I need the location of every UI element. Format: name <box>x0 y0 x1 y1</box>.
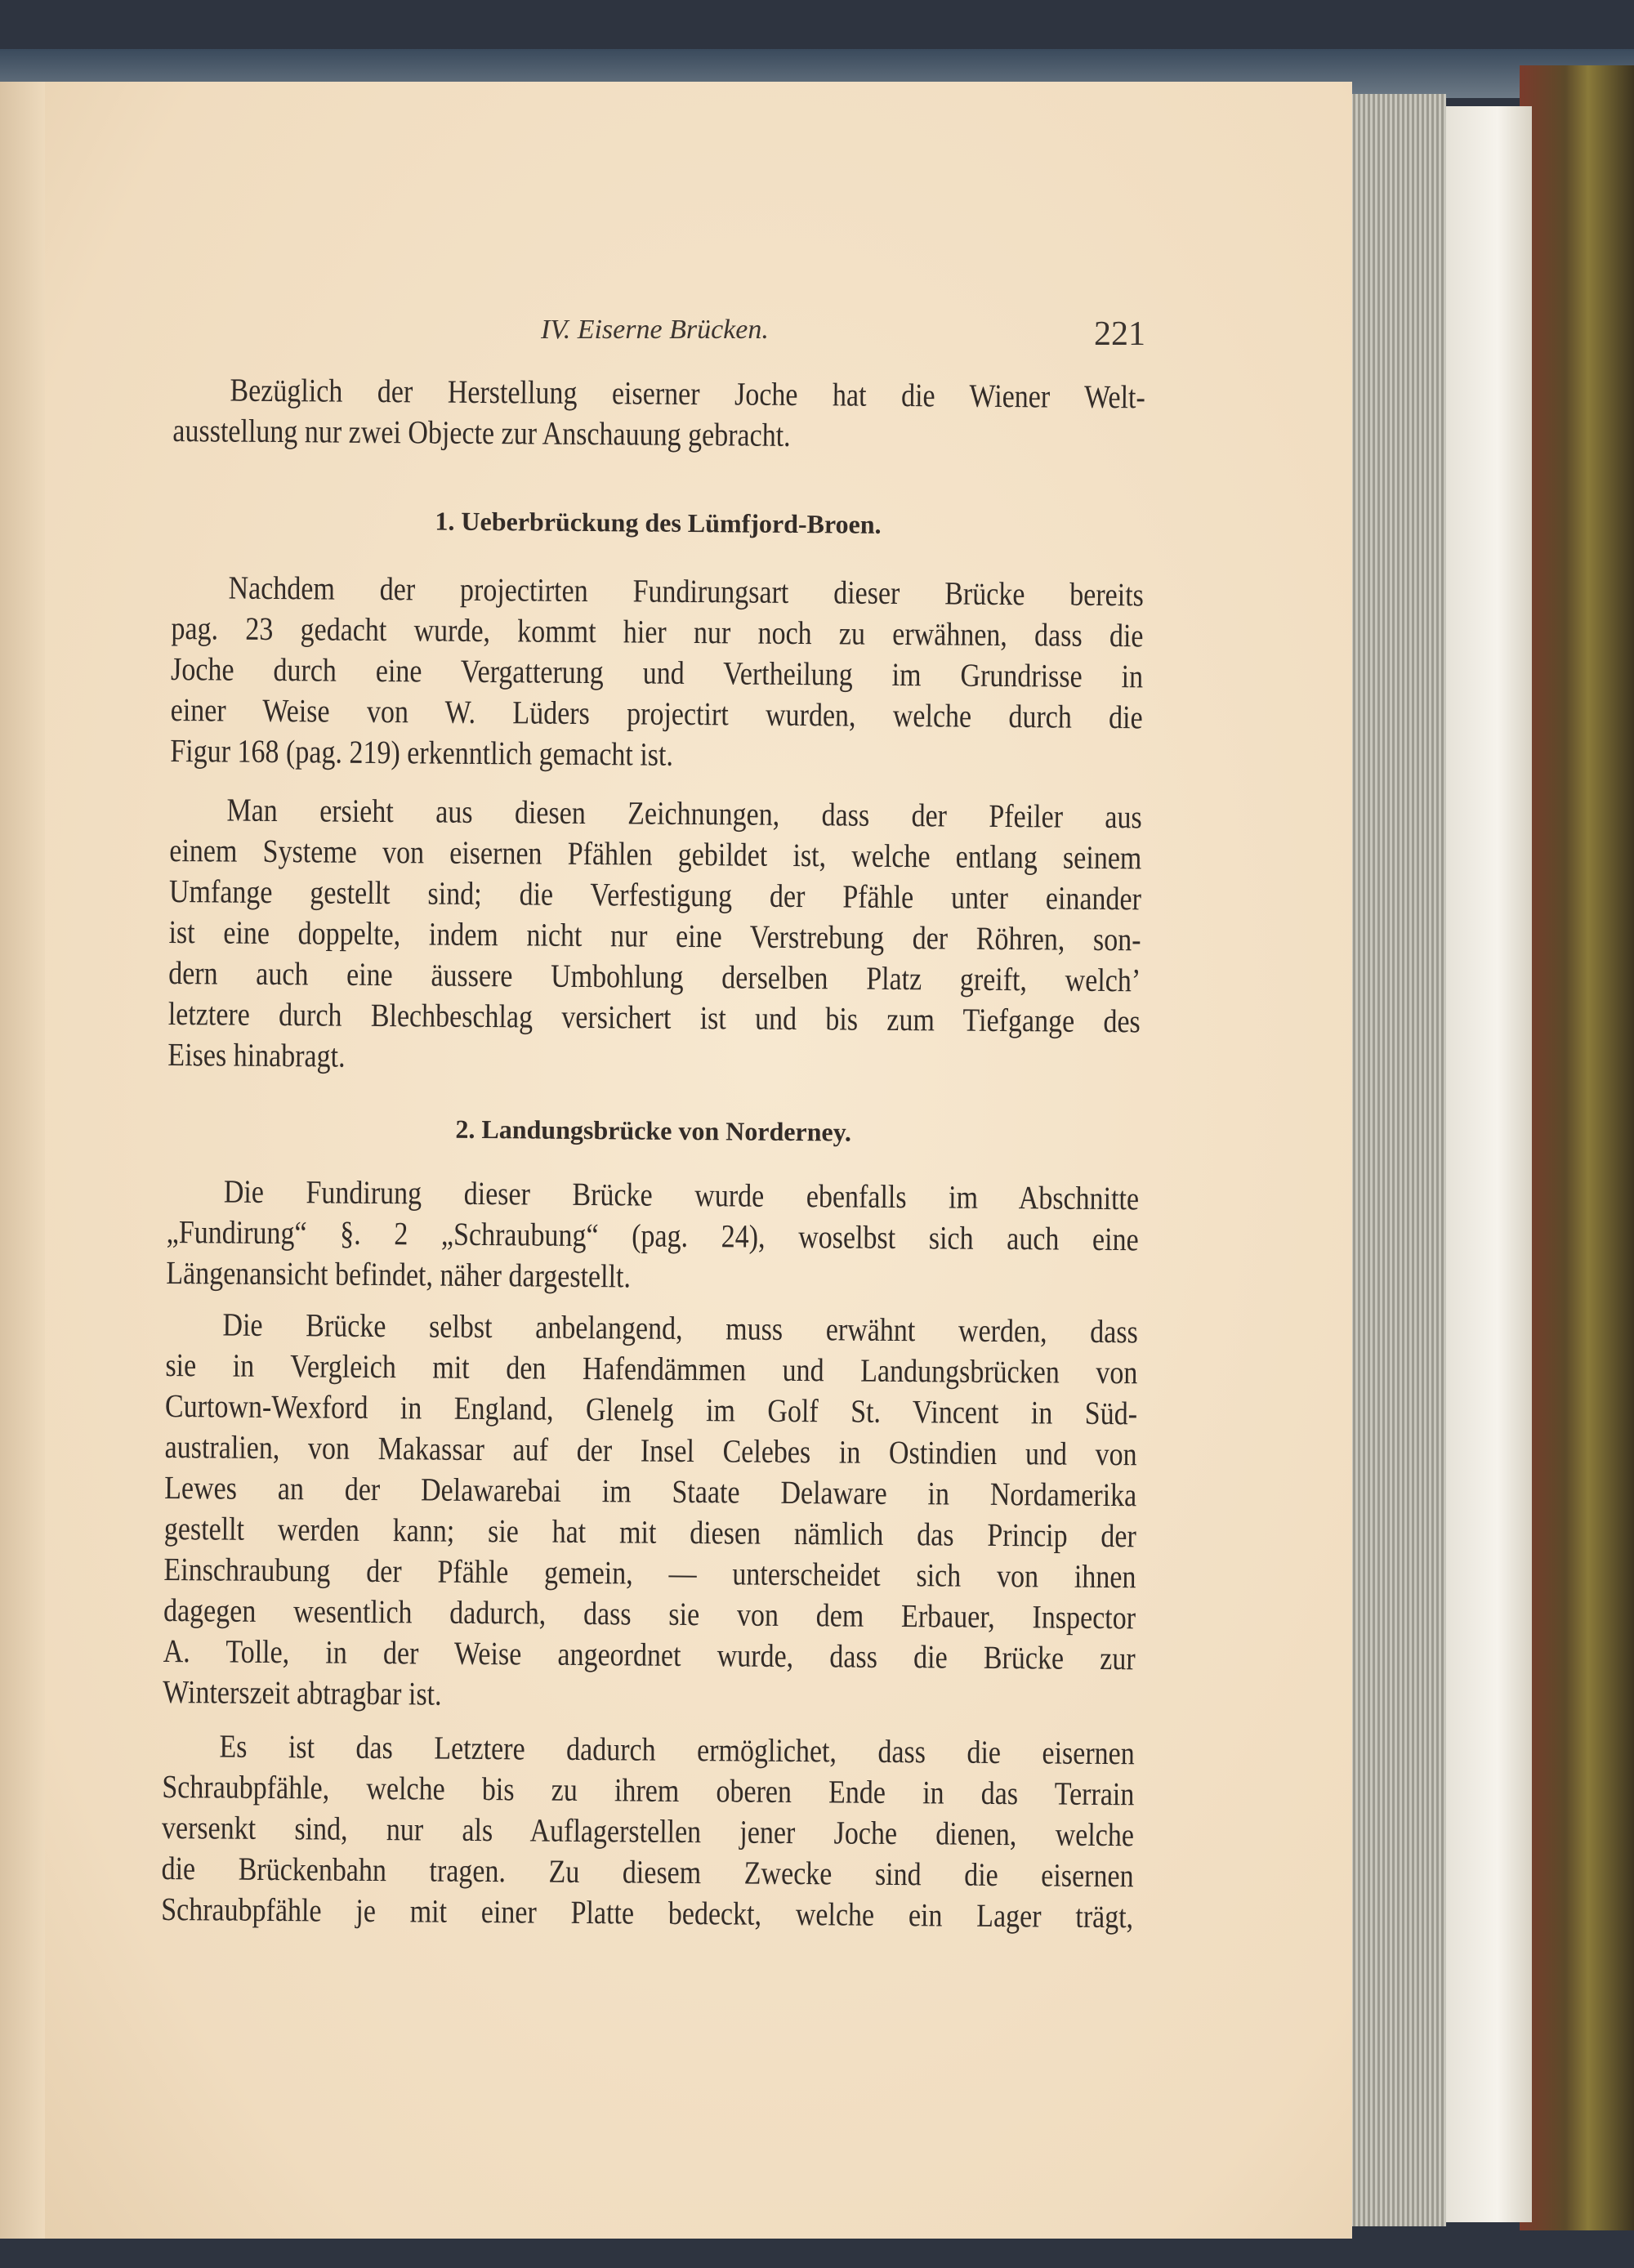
section-heading: 1. Ueberbrückung des Lümfjord-Broen. <box>435 506 882 539</box>
text-line: Figur 168 (pag. 219) erkenntlich gemacht ist. <box>170 731 674 773</box>
text-line: Die Brücke selbst anbelangend, muss erwähnt werden, dass <box>222 1306 1138 1351</box>
text-line: australien, von Makassar auf der Insel Celebes in Ostindien und von <box>164 1427 1137 1473</box>
text-line: Winterszeit abtragbar ist. <box>163 1672 442 1712</box>
section-heading: 2. Landungsbrücke von Norderney. <box>455 1114 852 1147</box>
paragraph <box>161 1726 1135 1937</box>
text-line: gestellt werden kann; sie hat mit diesen nämlich das Princip der <box>163 1509 1136 1555</box>
text-line: Längenansicht befindet, näher dargestellt. <box>166 1253 632 1295</box>
text-line: A. Tolle, in der Weise angeordnet wurde, dass die Brücke zur <box>163 1632 1136 1677</box>
book-cover-right <box>1520 65 1634 2230</box>
text-line: ausstellung nur zwei Objecte zur Anschauung gebracht. <box>172 411 791 453</box>
text-line: die Brückenbahn tragen. Zu diesem Zwecke sind die eisernen <box>161 1849 1134 1895</box>
endpaper-edge <box>1446 106 1532 2222</box>
text-line: Bezüglich der Herstellung eiserner Joche hat die Wiener Welt- <box>230 371 1145 416</box>
paragraph <box>172 369 1145 458</box>
text-line: Eises hinabragt. <box>167 1035 346 1074</box>
text-line: letztere durch Blechbeschlag versichert ist und bis zum Tiefgange des <box>167 994 1141 1040</box>
text-line: pag. 23 gedacht wurde, kommt hier nur noch zu erwähnen, dass die <box>171 609 1144 654</box>
text-line: ist eine doppelte, indem nicht nur eine Verstrebung der Röhren, son- <box>168 913 1141 958</box>
text-line: „Fundirung“ §. 2 „Schraubung“ (pag. 24), woselbst sich auch eine <box>166 1212 1139 1258</box>
text-line: dern auch eine äussere Umbohlung derselben Platz greift, welch’ <box>168 953 1141 999</box>
text-line: versenkt sind, nur als Auflagerstellen jener Joche dienen, welche <box>161 1808 1135 1854</box>
text-line: Nachdem der projectirten Fundirungsart dieser Brücke bereits <box>228 569 1145 614</box>
text-line: Schraubpfähle je mit einer Platte bedeckt, welche ein Lager trägt, <box>161 1890 1134 1935</box>
page-stack-edge <box>1348 94 1446 2226</box>
text-line: Die Fundirung dieser Brücke wurde ebenfalls im Abschnitte <box>223 1172 1140 1217</box>
text-line: Es ist das Letztere dadurch ermöglichet, dass die eisernen <box>219 1727 1135 1772</box>
text-line: Lewes an der Delawarebai im Staate Delaware in Nordamerika <box>164 1468 1137 1514</box>
text-line: dagegen wesentlich dadurch, dass sie von dem Erbauer, Inspector <box>163 1591 1136 1636</box>
text-line: einer Weise von W. Lüders projectirt wurden, welche durch die <box>170 690 1143 736</box>
paragraph <box>170 567 1144 779</box>
page-number: 221 <box>1094 315 1145 353</box>
text-line: Joche durch eine Vergatterung und Vertheilung im Grundrisse in <box>170 650 1144 695</box>
paragraph <box>166 1171 1139 1301</box>
page-body <box>161 369 1145 1937</box>
text-line: Umfange gestellt sind; die Verfestigung der Pfähle unter einander <box>168 872 1142 917</box>
paragraph <box>163 1304 1138 1720</box>
running-header <box>173 315 1145 355</box>
text-line: Man ersieht aus diesen Zeichnungen, dass der Pfeiler aus <box>226 791 1142 836</box>
text-line: einem Systeme von eisernen Pfählen gebildet ist, welche entlang seinem <box>169 831 1142 877</box>
running-title: IV. Eiserne Brücken. <box>541 315 769 345</box>
text-line: sie in Vergleich mit den Hafendämmen und Landungsbrücken von <box>165 1346 1138 1391</box>
paragraph <box>167 789 1142 1083</box>
text-line: Einschraubung der Pfähle gemein, — unterscheidet sich von ihnen <box>163 1550 1136 1596</box>
text-line: Curtown-Wexford in England, Glenelg im Golf St. Vincent in Süd- <box>164 1386 1138 1432</box>
text-line: Schraubpfähle, welche bis zu ihrem oberen Ende in das Terrain <box>162 1767 1135 1813</box>
left-page-edge <box>0 82 49 2239</box>
